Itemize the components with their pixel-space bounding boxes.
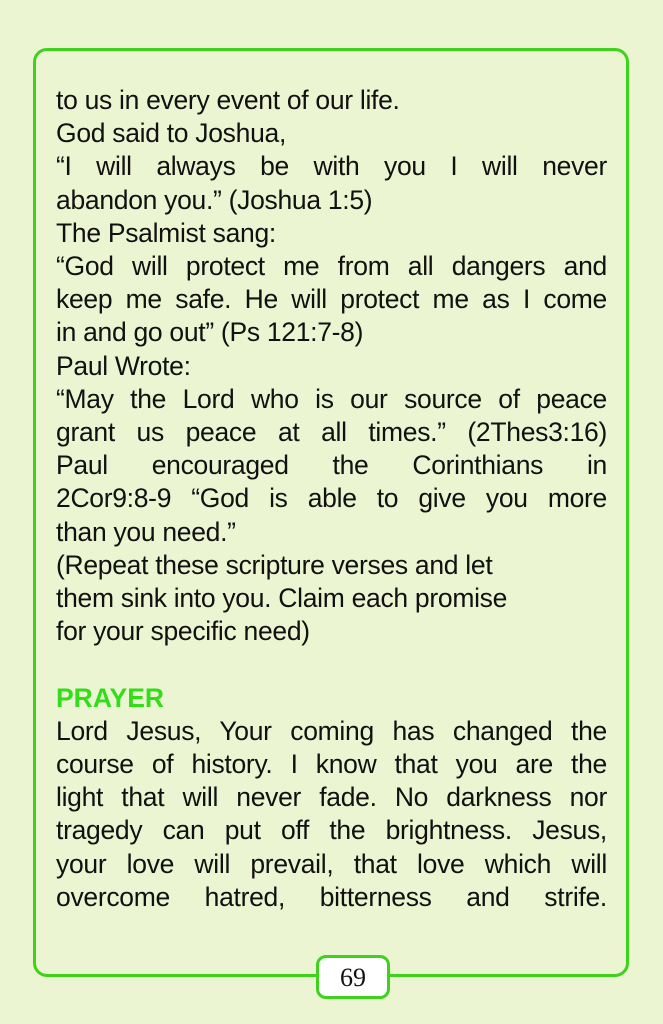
prayer-line: light that will never fade. No darkness nor (56, 782, 607, 813)
prayer-line: Lord Jesus, Your coming has changed the (56, 715, 607, 746)
prayer-heading: PRAYER (56, 682, 165, 713)
text-line: grant us peace at all times.” (2Thes3:16) (56, 417, 607, 448)
page-number: 69 (340, 963, 366, 992)
text-line: in and go out” (Ps 121:7-8) (56, 317, 364, 348)
page-text (56, 84, 607, 914)
text-line: “May the Lord who is our source of peace (56, 383, 607, 414)
page-number-tab (316, 955, 390, 999)
text-line: Paul Wrote: (56, 350, 191, 381)
text-line: to us in every event of our life. (56, 85, 400, 115)
text-line: (Repeat these scripture verses and let (56, 549, 493, 580)
prayer-line: tragedy can put off the brightness. Jesus, (56, 815, 607, 846)
text-line: “God will protect me from all dangers and (56, 251, 607, 282)
text-line: The Psalmist sang: (56, 217, 276, 248)
text-line: than you need.” (56, 516, 236, 547)
prayer-line: course of history. I know that you are the (56, 749, 607, 780)
text-line: keep me safe. He will protect me as I come (56, 284, 607, 315)
prayer-line: your love will prevail, that love which will (56, 848, 607, 879)
text-line: 2Cor9:8-9 “God is able to give you more (56, 483, 607, 514)
scripture-section (56, 84, 607, 648)
text-line: them sink into you. Claim each promise (56, 583, 508, 614)
text-line: God said to Joshua, (56, 118, 287, 149)
text-line: for your specific need) (56, 616, 310, 647)
text-line: Paul encouraged the Corinthians in (56, 450, 607, 481)
section-gap (56, 648, 607, 681)
prayer-section (56, 682, 607, 914)
prayer-line: overcome hatred, bitterness and strife. (56, 881, 607, 912)
text-line: abandon you.” (Joshua 1:5) (56, 184, 373, 215)
text-line: “I will always be with you I will never (56, 151, 607, 182)
